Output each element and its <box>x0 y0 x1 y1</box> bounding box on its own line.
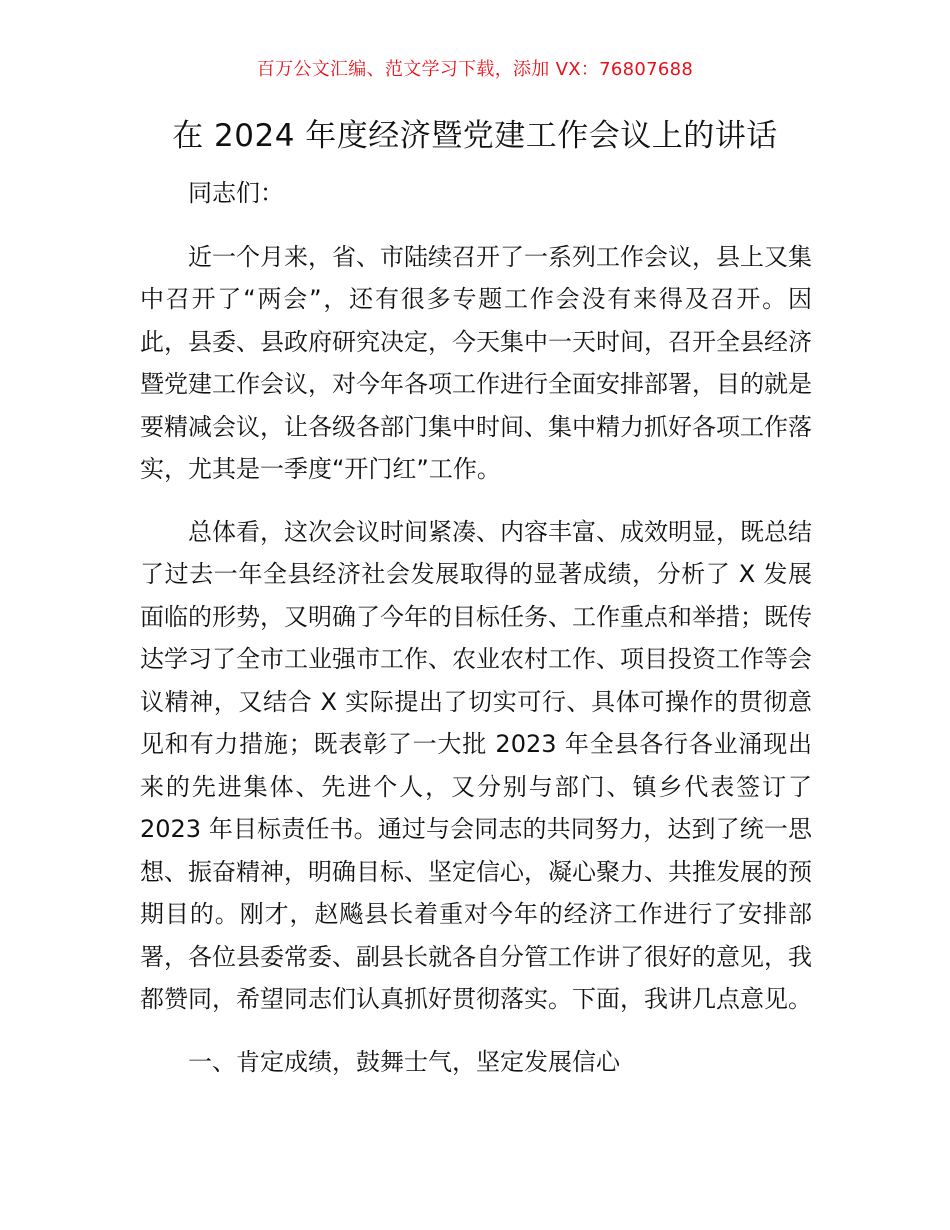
page-title: 在 2024 年度经济暨党建工作会议上的讲话 <box>172 118 778 154</box>
header-promo-note: 百万公文汇编、范文学习下载，添加 VX：76807688 <box>256 59 694 80</box>
paragraph-1: 近一个月来，省、市陆续召开了一系列工作会议，县上又集中召开了“两会”，还有很多专题工作会没有来得及召开。因此，县委、县政府研究决定，今天集中一天时间，召开全县经济暨党建工作会议，对今年各项工作进行全面安排部署，目的就是要精减会议，让各级各部门集中时间、集中精力抓好各项工作落实，尤其是一季度“开门红”工作。 <box>140 242 812 483</box>
paragraph-2: 总体看，这次会议时间紧凑、内容丰富、成效明显，既总结了过去一年全县经济社会发展取得的显著成绩，分析了 X 发展面临的形势，又明确了今年的目标任务、工作重点和举措；既传达学习了全市工业强市工作、农业农村工作、项目投资工作等会议精神，又结合 X 实际提出了切实可行、具体可操作的贯彻意见和有力措施；既表彰了一大批 2023 年全县各行各业涌现出来的先进集体、先进个人，又分别与部门、镇乡代表签订了 2023 年目标责任书。通过与会同志的共同努力，达到了统一思想、振奋精神，明确目标、坚定信心，凝心聚力、共推发展的预期目的。刚才，赵飚县长着重对今年的经济工作进行了安排部署，各位县委常委、副县长就各自分管工作讲了很好的意见，我都赞同，希望同志们认真抓好贯彻落实。下面，我讲几点意见。 <box>140 517 812 1013</box>
salutation: 同志们： <box>188 179 284 207</box>
document-body <box>140 172 812 1083</box>
section-heading-1: 一、肯定成绩，鼓舞士气，坚定发展信心 <box>188 1047 620 1076</box>
